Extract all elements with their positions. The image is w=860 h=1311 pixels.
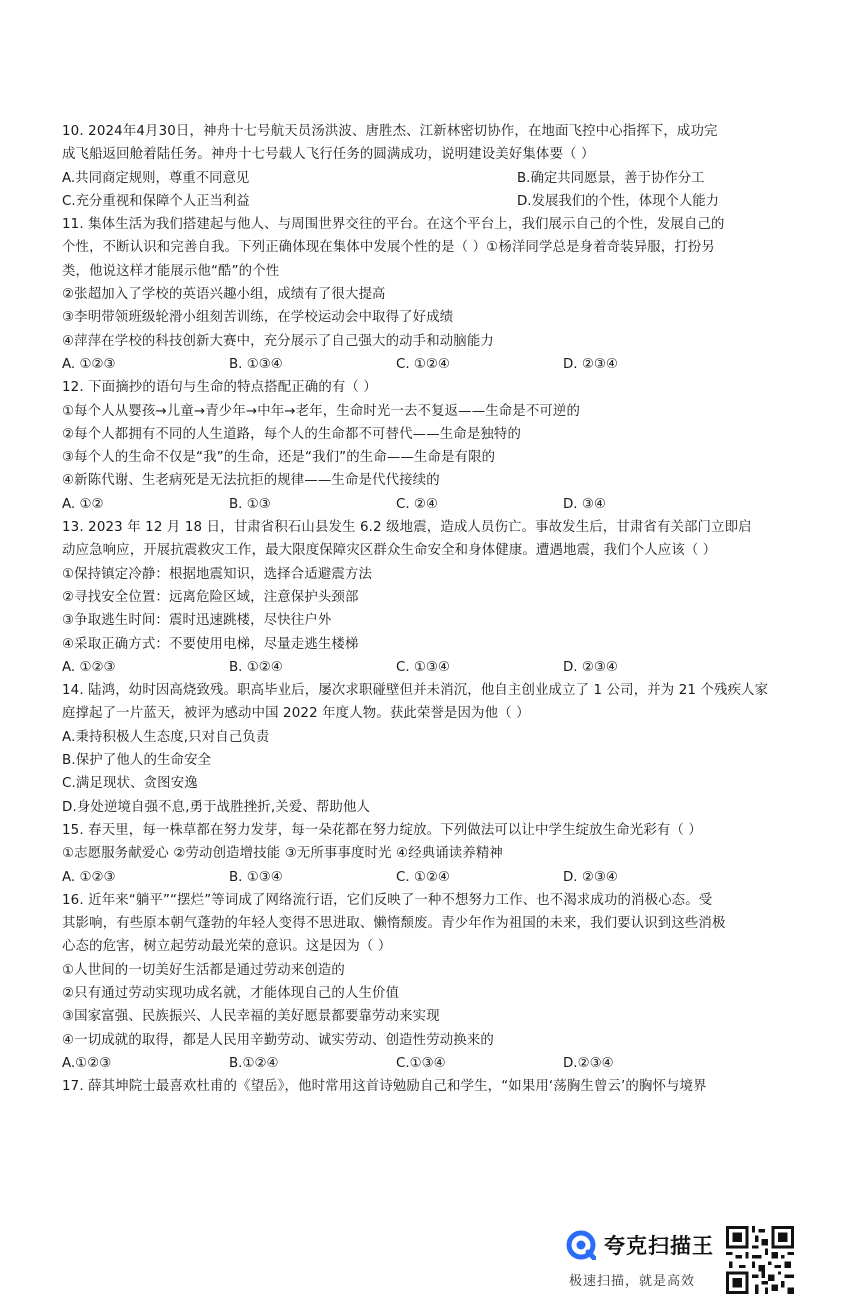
option-c: C.①③④ (396, 1055, 446, 1071)
statement-item: ③每个人的生命不仅是“我”的生命，还是“我们”的生命——生命是有限的 (62, 450, 496, 466)
option-d: D. ②③④ (563, 659, 618, 675)
scanner-watermark (566, 1224, 798, 1298)
qr-code-icon (726, 1226, 794, 1294)
question-stem: 12. 下面摘抄的语句与生命的特点搭配正确的有（ ） (62, 380, 377, 396)
option-d: D.②③④ (563, 1055, 614, 1071)
question-list (62, 120, 804, 1098)
statement-item: ④采取正确方式：不要使用电梯，尽量走逃生楼梯 (62, 636, 359, 652)
answer-options (62, 656, 804, 679)
option-c: C. ②④ (396, 496, 438, 512)
statement-item: ①志愿服务献爱心 ②劳动创造增技能 ③无所事事度时光 ④经典诵读养精神 (62, 846, 503, 862)
question-stem: 类，他说这样才能展示他“酷”的个性 (62, 263, 280, 279)
statement-item: ②张超加入了学校的英语兴趣小组，成绩有了很大提高 (62, 287, 386, 303)
quark-logo-icon (566, 1230, 596, 1260)
question-10 (62, 120, 804, 213)
option-c: C. ①③④ (396, 659, 450, 675)
question-15 (62, 819, 804, 889)
option-c: C. ①②④ (396, 869, 450, 885)
option-a: A. ①②③ (62, 659, 116, 675)
option-d: D. ③④ (563, 496, 606, 512)
question-stem: 庭撑起了一片蓝天，被评为感动中国 2022 年度人物。获此荣誉是因为他（ ） (62, 706, 530, 722)
option-b: B. ①③ (229, 496, 271, 512)
option-b: B.①②④ (229, 1055, 279, 1071)
option-c: C. ①②④ (396, 356, 450, 372)
statement-item: ④萍萍在学校的科技创新大赛中，充分展示了自己强大的动手和动脑能力 (62, 333, 494, 349)
answer-options (62, 493, 804, 516)
option-a: A. ①②③ (62, 356, 116, 372)
question-stem: 心态的危害，树立起劳动最光荣的意识。这是因为（ ） (62, 939, 392, 955)
brand-slogan: 极速扫描，就是高效 (569, 1274, 696, 1289)
option-d: D.发展我们的个性，体现个人能力 (517, 193, 720, 209)
answer-options (62, 167, 804, 190)
option-b: B.确定共同愿景，善于协作分工 (517, 170, 705, 186)
answer-options (62, 866, 804, 889)
question-17 (62, 1075, 804, 1098)
option-b: B. ①③④ (229, 356, 283, 372)
option-c: C.充分重视和保障个人正当利益 (62, 193, 250, 209)
option-b: B. ①②④ (229, 659, 283, 675)
question-14 (62, 679, 804, 819)
question-stem: 其影响，有些原本朝气蓬勃的年轻人变得不思进取、懒惰颓废。青少年作为祖国的未来，我们要认识到这些消极 (62, 916, 726, 932)
statement-item: ①每个人从婴孩→儿童→青少年→中年→老年，生命时光一去不复返——生命是不可逆的 (62, 403, 581, 419)
statement-item: ③国家富强、民族振兴、人民幸福的美好愿景都要靠劳动来实现 (62, 1009, 440, 1025)
option-a: A. ①② (62, 496, 104, 512)
statement-item: ②只有通过劳动实现功成名就，才能体现自己的人生价值 (62, 985, 400, 1001)
option-a: A.秉持积极人生态度,只对自己负责 (62, 729, 270, 745)
option-d: D. ②③④ (563, 869, 618, 885)
option-b: B.保护了他人的生命安全 (62, 753, 212, 769)
answer-options (62, 353, 804, 376)
question-12 (62, 376, 804, 516)
statement-item: ②寻找安全位置：远离危险区域，注意保护头颈部 (62, 589, 359, 605)
statement-item: ④一切成就的取得，都是人民用辛勤劳动、诚实劳动、创造性劳动换来的 (62, 1032, 494, 1048)
statement-item: ①保持镇定冷静：根据地震知识，选择合适避震方法 (62, 566, 373, 582)
question-stem: 13. 2023 年 12 月 18 日，甘肃省积石山县发生 6.2 级地震，造成人员伤亡。事故发生后，甘肃省有关部门立即启 (62, 520, 752, 536)
answer-options (62, 1052, 804, 1075)
option-a: A.①②③ (62, 1055, 112, 1071)
statement-item: ③李明带领班级轮滑小组刻苦训练，在学校运动会中取得了好成绩 (62, 310, 454, 326)
question-11 (62, 213, 804, 376)
question-stem: 16. 近年来“躺平”“摆烂”等词成了网络流行语，它们反映了一种不想努力工作、也不渴求成功的消极心态。受 (62, 892, 713, 908)
option-c: C.满足现状、贪图安逸 (62, 776, 198, 792)
question-stem: 成飞船返回舱着陆任务。神舟十七号载人飞行任务的圆满成功，说明建设美好集体要（ ） (62, 147, 595, 163)
statement-item: ③争取逃生时间：震时迅速跳楼，尽快往户外 (62, 613, 332, 629)
question-stem: 17. 薛其坤院士最喜欢杜甫的《望岳》，他时常用这首诗勉励自己和学生，“如果用‘荡胸生曾云’的胸怀与境界 (62, 1079, 707, 1095)
question-stem: 10. 2024年4月30日，神舟十七号航天员汤洪波、唐胜杰、江新林密切协作，在地面飞控中心指挥下，成功完 (62, 124, 718, 139)
statement-item: ④新陈代谢、生老病死是无法抗拒的规律——生命是代代接续的 (62, 473, 440, 489)
brand-row (566, 1230, 714, 1260)
question-13 (62, 516, 804, 679)
option-d: D.身处逆境自强不息,勇于战胜挫折,关爱、帮助他人 (62, 799, 371, 815)
question-16 (62, 889, 804, 1075)
question-stem: 个性，不断认识和完善自我。下列正确体现在集体中发展个性的是（ ）①杨洋同学总是身着奇装异服，打扮另 (62, 240, 715, 256)
option-a: A. ①②③ (62, 869, 116, 885)
answer-options (62, 190, 804, 213)
option-d: D. ②③④ (563, 356, 618, 372)
option-b: B. ①③④ (229, 869, 283, 885)
statement-item: ②每个人都拥有不同的人生道路，每个人的生命都不可替代——生命是独特的 (62, 426, 521, 442)
question-stem: 11. 集体生活为我们搭建起与他人、与周围世界交往的平台。在这个平台上，我们展示自己的个性，发展自己的 (62, 217, 725, 233)
question-stem: 14. 陆鸿，幼时因高烧致残。职高毕业后，屡次求职碰壁但并未消沉，他自主创业成立了 1 公司，并为 21 个残疾人家 (62, 683, 769, 699)
statement-item: ①人世间的一切美好生活都是通过劳动来创造的 (62, 962, 345, 978)
option-a: A.共同商定规则，尊重不同意见 (62, 170, 250, 186)
question-stem: 15. 春天里，每一株草都在努力发芽，每一朵花都在努力绽放。下列做法可以让中学生绽放生命光彩有（ ） (62, 822, 702, 838)
brand-name: 夸克扫描王 (604, 1234, 714, 1258)
question-stem: 动应急响应，开展抗震救灾工作，最大限度保障灾区群众生命安全和身体健康。遭遇地震，我们个人应该（ ） (62, 543, 717, 559)
